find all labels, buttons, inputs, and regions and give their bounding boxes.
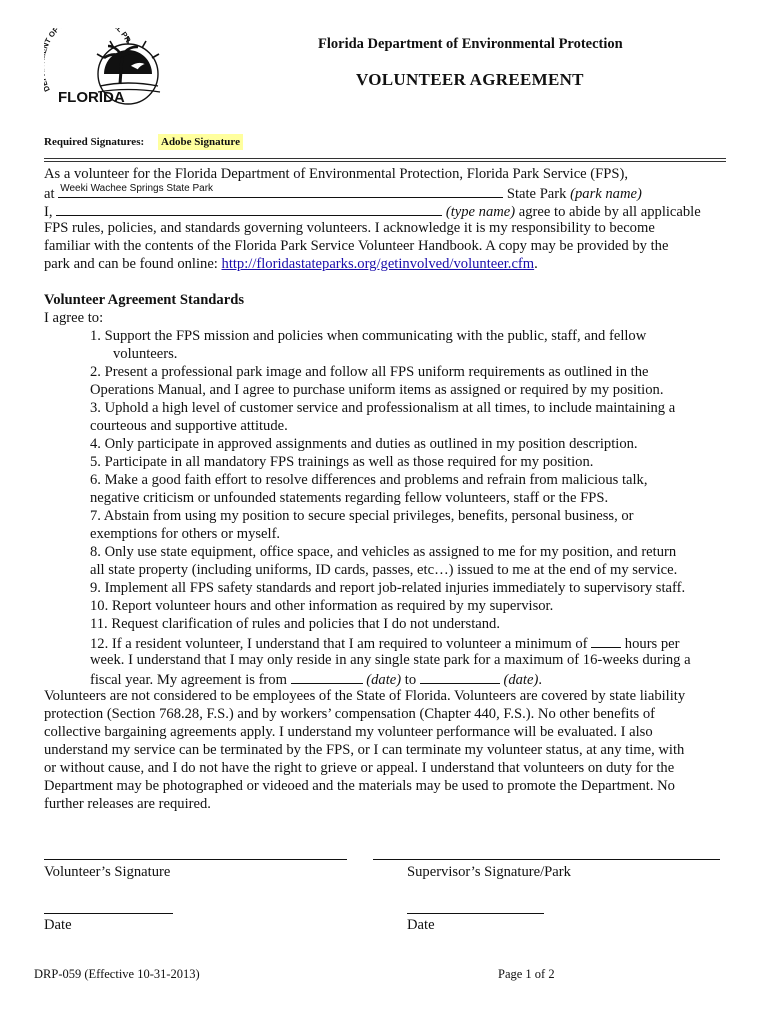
- intro-line-4: FPS rules, policies, and standards governing volunteers. I acknowledge it is my responsibility to become: [44, 220, 655, 236]
- supervisor-signature-line[interactable]: [373, 859, 720, 860]
- standard-line: 4. Only participate in approved assignments and duties as outlined in my position description.: [90, 436, 638, 452]
- form-id: DRP-059 (Effective 10-31-2013): [34, 967, 200, 981]
- logo-state-text: FLORIDA: [58, 89, 125, 106]
- standard-line: 1. Support the FPS mission and policies when communicating with the public, staff, and fellow: [90, 328, 647, 344]
- volunteer-date-line[interactable]: [44, 913, 173, 914]
- standard-line: volunteers.: [113, 346, 178, 362]
- supervisor-signature-label: Supervisor’s Signature/Park: [407, 864, 571, 880]
- end-date-field[interactable]: [420, 670, 500, 684]
- park-name-field[interactable]: Weeki Wachee Springs State Park: [58, 184, 503, 198]
- supervisor-date-label: Date: [407, 917, 435, 933]
- intro-line-3: I, (type name) agree to abide by all applicable: [44, 204, 701, 220]
- required-signatures-label: Required Signatures:: [44, 136, 145, 148]
- department-name: Florida Department of Environmental Protection: [318, 36, 623, 52]
- svg-text:DEPARTMENT OF ENVIRONMENTAL PR: OF L PR: [46, 28, 133, 44]
- closing-line: Volunteers are not considered to be employees of the State of Florida. Volunteers are covered by state liability: [44, 688, 686, 704]
- standard-line: 9. Implement all FPS safety standards and report job-related injuries immediately to supervisory staff.: [90, 580, 686, 596]
- volunteer-handbook-link[interactable]: http://floridastateparks.org/getinvolved/volunteer.cfm: [221, 256, 535, 272]
- page-title: VOLUNTEER AGREEMENT: [356, 70, 584, 89]
- intro-line-2: at Weeki Wachee Springs State Park State Park (park name): [44, 183, 642, 202]
- closing-line: further releases are required.: [44, 796, 211, 812]
- standard-line: all state property (including uniforms, ID cards, passes, etc…) issued to me at the end of my service.: [90, 562, 678, 578]
- standard-line-12a: 12. If a resident volunteer, I understand that I am required to volunteer a minimum of hours per: [90, 636, 680, 652]
- divider: [44, 158, 726, 159]
- dep-logo: [44, 28, 166, 106]
- standard-line: 2. Present a professional park image and follow all FPS uniform requirements as outlined in the: [90, 364, 649, 380]
- volunteer-signature-label: Volunteer’s Signature: [44, 864, 171, 880]
- intro-line-6: park and can be found online: http://floridastateparks.org/getinvolved/volunteer.cfm.: [44, 256, 538, 272]
- standard-line: 11. Request clarification of rules and policies that I do not understand.: [90, 616, 501, 632]
- divider: [44, 161, 726, 162]
- volunteer-name-field[interactable]: [56, 202, 442, 216]
- standard-line: 6. Make a good faith effort to resolve differences and problems and refrain from malicious talk,: [90, 472, 648, 488]
- standard-line: 8. Only use state equipment, office space, and vehicles as assigned to me for my position, and return: [90, 544, 677, 560]
- min-hours-field[interactable]: [591, 634, 621, 648]
- agree-label: I agree to:: [44, 310, 104, 326]
- start-date-field[interactable]: [291, 670, 363, 684]
- intro-line-5: familiar with the contents of the Florida Park Service Volunteer Handbook. A copy may be provided by the: [44, 238, 669, 254]
- supervisor-date-line[interactable]: [407, 913, 544, 914]
- standard-line: negative criticism or unfounded statements regarding fellow volunteers, staff or the FPS.: [90, 490, 609, 506]
- standards-heading: Volunteer Agreement Standards: [44, 292, 244, 308]
- closing-line: or without cause, and I do not have the right to grieve or appeal. I understand that volunteers on duty for the: [44, 760, 675, 776]
- standard-line-12b: week. I understand that I may only reside in any single state park for a maximum of 16-weeks during a: [90, 652, 691, 668]
- standard-line: courteous and supportive attitude.: [90, 418, 288, 434]
- standard-line: exemptions for others or myself.: [90, 526, 281, 542]
- standard-line: 7. Abstain from using my position to secure special privileges, benefits, personal business, or: [90, 508, 634, 524]
- closing-line: protection (Section 768.28, F.S.) and by workers’ compensation (Chapter 440, F.S.). No other benefits of: [44, 706, 656, 722]
- page-number: Page 1 of 2: [498, 967, 555, 981]
- standard-line: 3. Uphold a high level of customer service and professionalism at all times, to include maintaining a: [90, 400, 676, 416]
- closing-line: Department may be photographed or videoed and the materials may be used to promote the Department. No: [44, 778, 675, 794]
- adobe-signature-field[interactable]: Adobe Signature: [158, 134, 243, 150]
- volunteer-signature-line[interactable]: [44, 859, 347, 860]
- standard-line-12c: fiscal year. My agreement is from (date) to (date).: [90, 672, 542, 688]
- intro-line-1: As a volunteer for the Florida Department of Environmental Protection, Florida Park Service (FPS),: [44, 166, 629, 182]
- standard-line: 10. Report volunteer hours and other information as required by my supervisor.: [90, 598, 554, 614]
- florida-seal-icon: [44, 28, 166, 106]
- closing-line: collective bargaining agreements apply. I understand my volunteer performance will be evaluated. I also: [44, 724, 653, 740]
- standard-line: 5. Participate in all mandatory FPS trainings as well as those required for my position.: [90, 454, 594, 470]
- standard-line: Operations Manual, and I agree to purchase uniform items as assigned or required by my position.: [90, 382, 664, 398]
- volunteer-date-label: Date: [44, 917, 72, 933]
- closing-line: understand my service can be terminated by the FPS, or I can terminate my volunteer status, at any time, with: [44, 742, 685, 758]
